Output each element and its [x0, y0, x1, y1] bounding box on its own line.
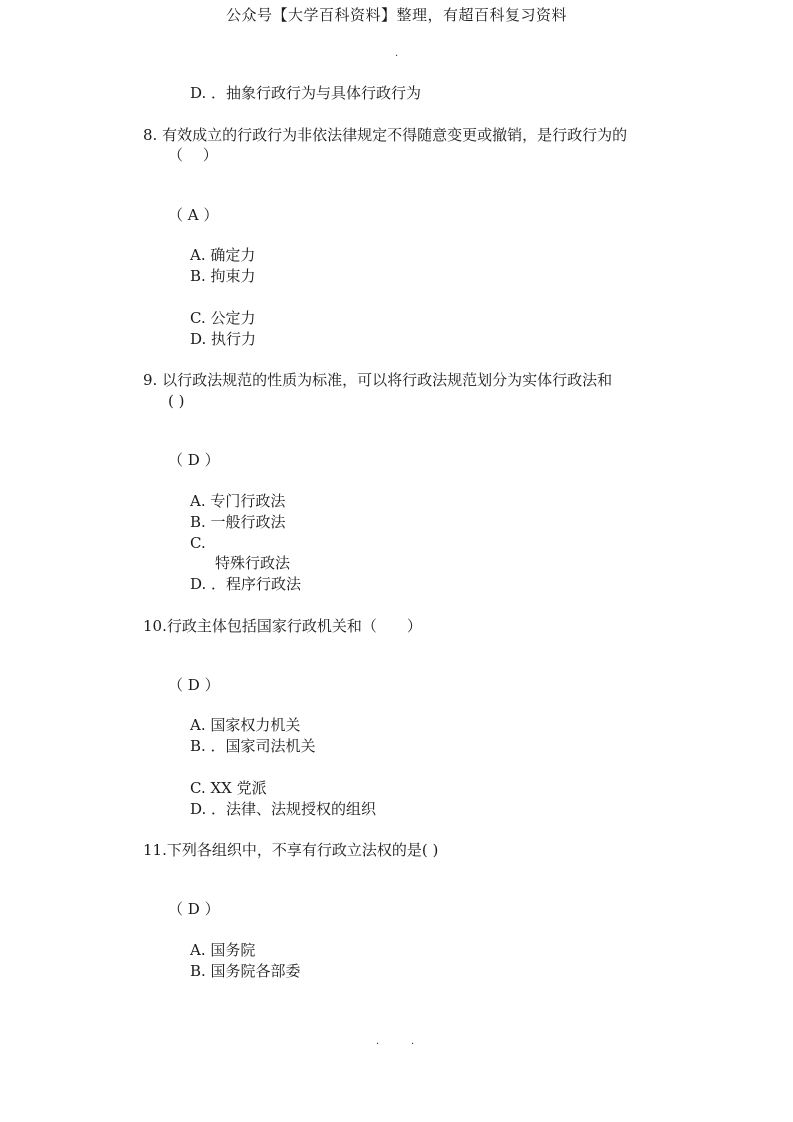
q11-stem: 下列各组织中，不享有行政立法权的是( )	[166, 841, 439, 859]
top-dot: ·	[395, 51, 399, 62]
q11-question	[143, 840, 438, 860]
q9-stem: 以行政法规范的性质为标准，可以将行政法规范划分为实体行政法和	[162, 371, 613, 389]
q10-option-a: A. 国家权力机关	[190, 716, 301, 734]
q11-option-b: B. 国务院各部委	[190, 962, 301, 980]
q10-number: 10.	[143, 617, 167, 635]
q9-option-a: A. 专门行政法	[190, 492, 286, 510]
q10-option-c: C. XX 党派	[190, 779, 267, 797]
q10-stem: 行政主体包括国家行政机关和（ ）	[166, 617, 422, 635]
q11-number: 11.	[143, 841, 167, 859]
q8-stem: 有效成立的行政行为非依法律规定不得随意变更或撤销，是行政行为的	[162, 126, 628, 144]
q9-number: 9.	[143, 371, 158, 389]
q8-option-a: A. 确定力	[190, 246, 256, 264]
q8-option-b: B. 拘束力	[190, 267, 256, 285]
q7-option-d: D. ．抽象行政行为与具体行政行为	[190, 84, 422, 102]
bottom-dot-left: ·	[376, 1039, 380, 1050]
q10-answer: （ D ）	[168, 676, 220, 694]
q8-number: 8.	[143, 126, 158, 144]
q9-blank: ( )	[168, 392, 185, 410]
q9-option-c-text: 特殊行政法	[215, 554, 291, 572]
q10-option-d: D. ．法律、法规授权的组织	[190, 800, 377, 818]
q8-answer: （ A ）	[168, 206, 219, 224]
bottom-dot-right: ·	[411, 1039, 415, 1050]
q10-question	[143, 616, 422, 636]
q8-option-d: D. 执行力	[190, 330, 257, 348]
q8-blank: （ ）	[168, 146, 218, 164]
q9-option-b: B. 一般行政法	[190, 513, 286, 531]
q10-option-b: B. ．国家司法机关	[190, 737, 316, 755]
q9-question	[143, 370, 612, 390]
q9-option-d: D. ．程序行政法	[190, 575, 302, 593]
page-header: 公众号【大学百科资料】整理，有超百科复习资料	[225, 6, 567, 24]
q8-option-c: C. 公定力	[190, 309, 256, 327]
q9-answer: （ D ）	[168, 451, 220, 469]
q8-question	[143, 125, 627, 145]
q11-option-a: A. 国务院	[190, 941, 256, 959]
q11-answer: （ D ）	[168, 900, 220, 918]
q9-option-c-label: C.	[190, 534, 206, 552]
